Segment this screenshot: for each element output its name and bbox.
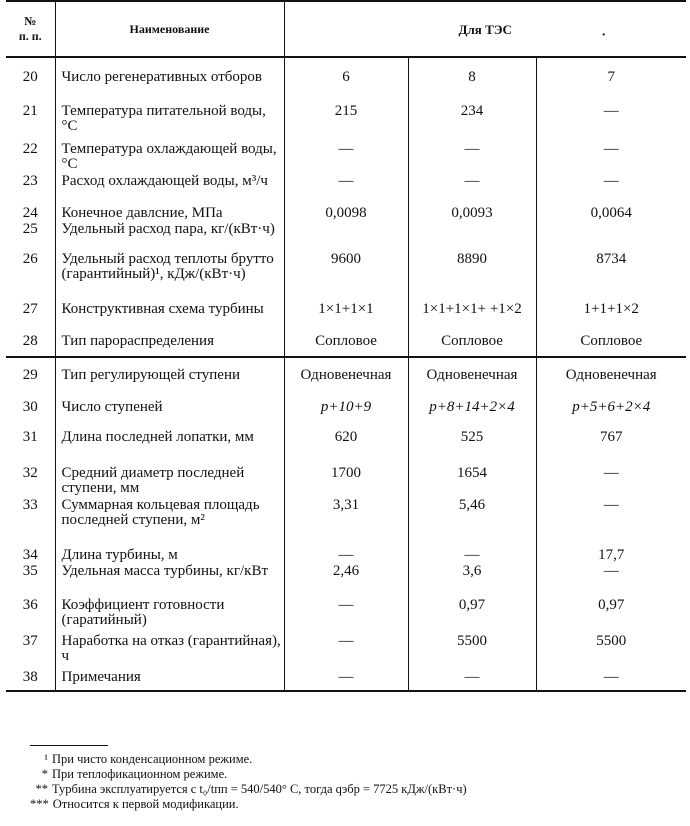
table-row	[6, 104, 686, 142]
table-row	[6, 670, 686, 691]
table-row	[6, 430, 686, 466]
table-body	[6, 57, 686, 691]
table-header-row	[6, 1, 686, 57]
row-name: Тип регулирующей ступени	[55, 357, 284, 400]
row-value-3: 17,7	[598, 547, 625, 563]
row-number: 23	[6, 174, 55, 206]
row-value-3: 8734	[596, 251, 627, 267]
row-value-1: —	[284, 670, 408, 691]
row-number: 24	[6, 206, 55, 222]
row-name: Тип парораспределения	[55, 334, 284, 357]
row-value-2: —	[408, 670, 536, 691]
row-value-2: Сопловое	[408, 334, 536, 357]
header-group	[284, 1, 686, 57]
row-number: 28	[6, 334, 55, 357]
row-number: 36	[6, 598, 55, 634]
row-number: 30	[6, 400, 55, 430]
row-value-1: —	[284, 598, 408, 634]
row-number: 37	[6, 634, 55, 670]
row-value-2: —	[408, 174, 536, 206]
table-row	[6, 466, 686, 498]
row-value-3: 0,97	[598, 597, 625, 613]
row-value-1: Одновенечная	[284, 357, 408, 400]
footnote-mark: ***	[30, 797, 49, 811]
row-value-2: Одновенечная	[408, 357, 536, 400]
table-row	[6, 357, 686, 400]
row-number: 21	[6, 104, 55, 142]
row-name: Число ступеней	[55, 400, 284, 430]
footnote-text: Относится к первой модификации.	[52, 797, 239, 811]
table-row	[6, 252, 686, 302]
header-number	[6, 1, 55, 57]
header-group-mark: ·	[601, 28, 606, 43]
header-name: Наименование	[55, 1, 284, 57]
row-name: Коэффициент готовности (гаратийный)	[55, 598, 284, 634]
row-value-2: 234	[408, 104, 536, 142]
footnote-mark: *	[41, 767, 48, 781]
table-row	[6, 564, 686, 598]
row-value-3: Сопловое	[580, 333, 643, 349]
row-value-3: p+5+6+2×4	[572, 399, 651, 415]
row-number: 35	[6, 564, 55, 598]
row-name: Средний диаметр последней ступени, мм	[55, 466, 284, 498]
footnote	[30, 767, 670, 782]
row-name: Примечания	[55, 670, 284, 691]
row-value-3: Одновенечная	[536, 357, 686, 400]
row-name: Удельная масса турбины, кг/кВт	[55, 564, 284, 598]
table-row	[6, 598, 686, 634]
footnote-text: При чисто конденсационном режиме.	[52, 752, 253, 766]
row-value-1: —	[284, 174, 408, 206]
header-number-line2: п. п.	[18, 29, 42, 43]
row-value-2: 1×1+1×1+ +1×2	[408, 302, 536, 334]
row-number: 29	[6, 357, 55, 400]
row-value-1: 0,0098	[284, 206, 408, 222]
footnote-mark: **	[35, 782, 48, 796]
row-value-2: 8890	[408, 252, 536, 302]
turbine-spec-table	[6, 0, 686, 692]
row-name: Наработка на отказ (гарантийная), ч	[55, 634, 284, 670]
row-number: 32	[6, 466, 55, 498]
row-value-3: —	[603, 103, 619, 119]
row-value-1: 1700	[284, 466, 408, 498]
table-row	[6, 174, 686, 206]
row-value-3: —	[603, 563, 619, 579]
row-value-2: p+8+14+2×4	[408, 400, 536, 430]
row-name: Удельный расход пара, кг/(кВт·ч)	[55, 222, 284, 252]
row-value-3: —	[603, 141, 619, 157]
row-name: Удельный расход теплоты брутто (гарантийный)¹, кДж/(кВт·ч)	[55, 252, 284, 302]
row-value-3: 7	[607, 69, 615, 85]
row-value-2: 0,97	[408, 598, 536, 634]
row-value-2: —	[408, 142, 536, 174]
row-number: 38	[6, 670, 55, 691]
table-row	[6, 302, 686, 334]
row-name: Температура охлаждающей воды, °С	[55, 142, 284, 174]
table-row	[6, 334, 686, 357]
row-value-3: —	[536, 670, 686, 691]
row-value-3	[536, 222, 686, 252]
row-name: Длина последней лопатки, мм	[55, 430, 284, 466]
row-value-1: —	[284, 634, 408, 670]
footnote	[30, 752, 670, 767]
row-number: 26	[6, 252, 55, 302]
row-name: Температура питательной воды, °С	[55, 104, 284, 142]
row-name: Число регенеративных отборов	[55, 57, 284, 104]
row-value-3: 5500	[596, 633, 627, 649]
table-row	[6, 57, 686, 104]
row-value-3: —	[603, 465, 619, 481]
row-value-2: 3,6	[408, 564, 536, 598]
row-number: 22	[6, 142, 55, 174]
footnote	[30, 782, 670, 797]
row-value-3: —	[603, 173, 619, 189]
row-value-1	[284, 222, 408, 252]
row-value-1: —	[284, 142, 408, 174]
row-value-1: Сопловое	[284, 334, 408, 357]
table-row	[6, 206, 686, 222]
row-value-1: 6	[284, 57, 408, 104]
row-value-1: 3,31	[284, 498, 408, 548]
row-name: Конечное давлсние, МПа	[55, 206, 284, 222]
row-number: 31	[6, 430, 55, 466]
row-value-3: —	[603, 497, 619, 513]
table-row	[6, 548, 686, 564]
row-value-1: p+10+9	[284, 400, 408, 430]
row-value-1: 1×1+1×1	[284, 302, 408, 334]
footnote-mark: ¹	[44, 752, 48, 766]
row-value-1: 9600	[284, 252, 408, 302]
row-value-2: 525	[408, 430, 536, 466]
row-value-2: 5500	[408, 634, 536, 670]
footnote-rule	[30, 745, 108, 746]
header-group-label: Для ТЭС	[458, 21, 512, 37]
table-row	[6, 498, 686, 548]
row-value-2: 5,46	[408, 498, 536, 548]
row-value-1: —	[284, 548, 408, 564]
row-value-2: —	[408, 548, 536, 564]
row-number: 34	[6, 548, 55, 564]
row-value-3: 0,0064	[590, 205, 632, 221]
row-value-3: 767	[600, 429, 623, 445]
table-row	[6, 142, 686, 174]
row-value-1: 620	[284, 430, 408, 466]
row-number: 25	[6, 222, 55, 252]
header-number-line1: №	[24, 14, 37, 28]
footnotes	[30, 752, 670, 812]
row-name: Суммарная кольцевая площадь последней ступени, м²	[55, 498, 284, 548]
table-row	[6, 400, 686, 430]
row-value-2: 1654	[408, 466, 536, 498]
table-row	[6, 222, 686, 252]
row-value-1: 2,46	[284, 564, 408, 598]
row-number: 20	[6, 57, 55, 104]
row-value-2	[408, 222, 536, 252]
spec-table-container	[6, 0, 686, 692]
row-number: 33	[6, 498, 55, 548]
row-value-1: 215	[284, 104, 408, 142]
footnote	[30, 797, 670, 812]
row-name: Длина турбины, м	[55, 548, 284, 564]
row-name: Конструктивная схема турбины	[55, 302, 284, 334]
row-number: 27	[6, 302, 55, 334]
footnote-text: При теплофикационном режиме.	[52, 767, 228, 781]
footnote-text: Турбина эксплуатируется с t₀/tпп = 540/540° С, тогда qэбр = 7725 кДж/(кВт·ч)	[52, 782, 467, 796]
row-value-2: 8	[408, 57, 536, 104]
row-value-3: 1+1+1×2	[583, 301, 639, 317]
table-row	[6, 634, 686, 670]
row-value-2: 0,0093	[408, 206, 536, 222]
row-name: Расход охлаждающей воды, м³/ч	[55, 174, 284, 206]
